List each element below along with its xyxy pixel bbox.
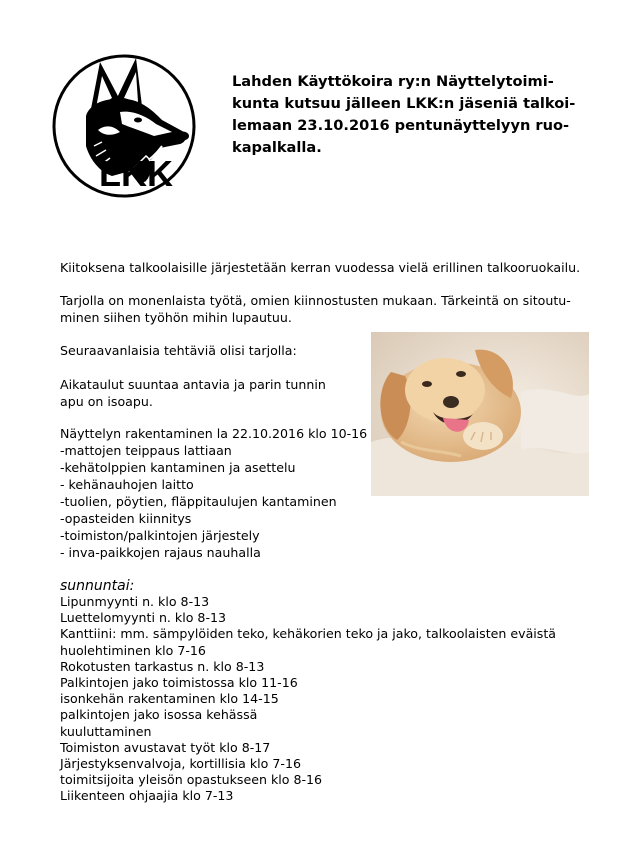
build-item: -kehätolppien kantaminen ja asettelu — [60, 460, 296, 475]
build-item: - inva-paikkojen rajaus nauhalla — [60, 545, 261, 560]
list-item: Luettelomyynti n. klo 8-13 — [60, 610, 227, 626]
sunday-list — [60, 594, 556, 805]
offer-paragraph — [60, 292, 571, 326]
german-shepherd-head-icon — [50, 50, 198, 198]
build-section — [60, 425, 367, 561]
list-item: toimitsijoita yleisön opastukseen klo 8-16 — [60, 772, 323, 788]
thanks-line: Kiitoksena talkoolaisille järjestetään kerran vuodessa vielä erillinen talkooruokailu. — [60, 260, 581, 275]
offer-line: minen siihen työhön mihin lupautuu. — [60, 310, 292, 325]
list-item: palkintojen jako isossa kehässä — [60, 707, 258, 723]
lkk-logo — [50, 50, 198, 198]
list-item: huolehtiminen klo 7-16 — [60, 642, 206, 658]
tasks-intro-line: Seuraavanlaisia tehtäviä olisi tarjolla: — [60, 343, 297, 358]
list-item: Järjestyksenvalvoja, kortillisia klo 7-16 — [60, 756, 301, 772]
list-item: Rokotusten tarkastus n. klo 8-13 — [60, 658, 265, 674]
thanks-paragraph — [60, 259, 580, 276]
list-item: Liikenteen ohjaajia klo 7-13 — [60, 788, 234, 804]
build-heading: Näyttelyn rakentaminen la 22.10.2016 klo 10-16 — [60, 426, 368, 441]
list-item: Lipunmyynti n. klo 8-13 — [60, 594, 210, 609]
build-item: -toimiston/palkintojen järjestely — [60, 528, 260, 543]
schedule-note-line: Aikataulut suuntaa antavia ja parin tunnin — [60, 377, 326, 392]
list-item: Toimiston avustavat työt klo 8-17 — [60, 739, 271, 755]
sunday-heading: sunnuntai: — [60, 578, 135, 594]
intro-paragraph — [232, 71, 594, 159]
list-item: kuuluttaminen — [60, 723, 152, 739]
build-item: -opasteiden kiinnitys — [60, 511, 192, 526]
intro-line: kunta kutsuu jälleen LKK:n jäseniä talkoi- — [232, 95, 576, 112]
tasks-intro — [60, 342, 297, 359]
intro-line: Lahden Käyttökoira ry:n Näyttelytoimi- — [232, 73, 554, 90]
logo-text: LKK — [99, 153, 173, 194]
list-item: isonkehän rakentaminen klo 14-15 — [60, 691, 279, 707]
offer-line: Tarjolla on monenlaista työtä, omien kiinnostusten mukaan. Tärkeintä on sitoutu- — [60, 293, 571, 308]
puppy-photo — [371, 332, 589, 496]
schedule-note-line: apu on isoapu. — [60, 394, 153, 409]
puppy-photo-icon — [371, 332, 589, 496]
build-item: -mattojen teippaus lattiaan — [60, 443, 232, 458]
build-item: -tuolien, pöytien, fläppitaulujen kantaminen — [60, 494, 337, 509]
intro-line: lemaan 23.10.2016 pentunäyttelyyn ruo- — [232, 117, 570, 134]
schedule-note — [60, 376, 326, 410]
list-item: Kanttiini: mm. sämpylöiden teko, kehäkorien teko ja jako, talkoolaisten eväistä — [60, 626, 557, 642]
list-item: Palkintojen jako toimistossa klo 11-16 — [60, 675, 298, 691]
intro-line: kapalkalla. — [232, 139, 322, 156]
build-item: - kehänauhojen laitto — [60, 477, 194, 492]
